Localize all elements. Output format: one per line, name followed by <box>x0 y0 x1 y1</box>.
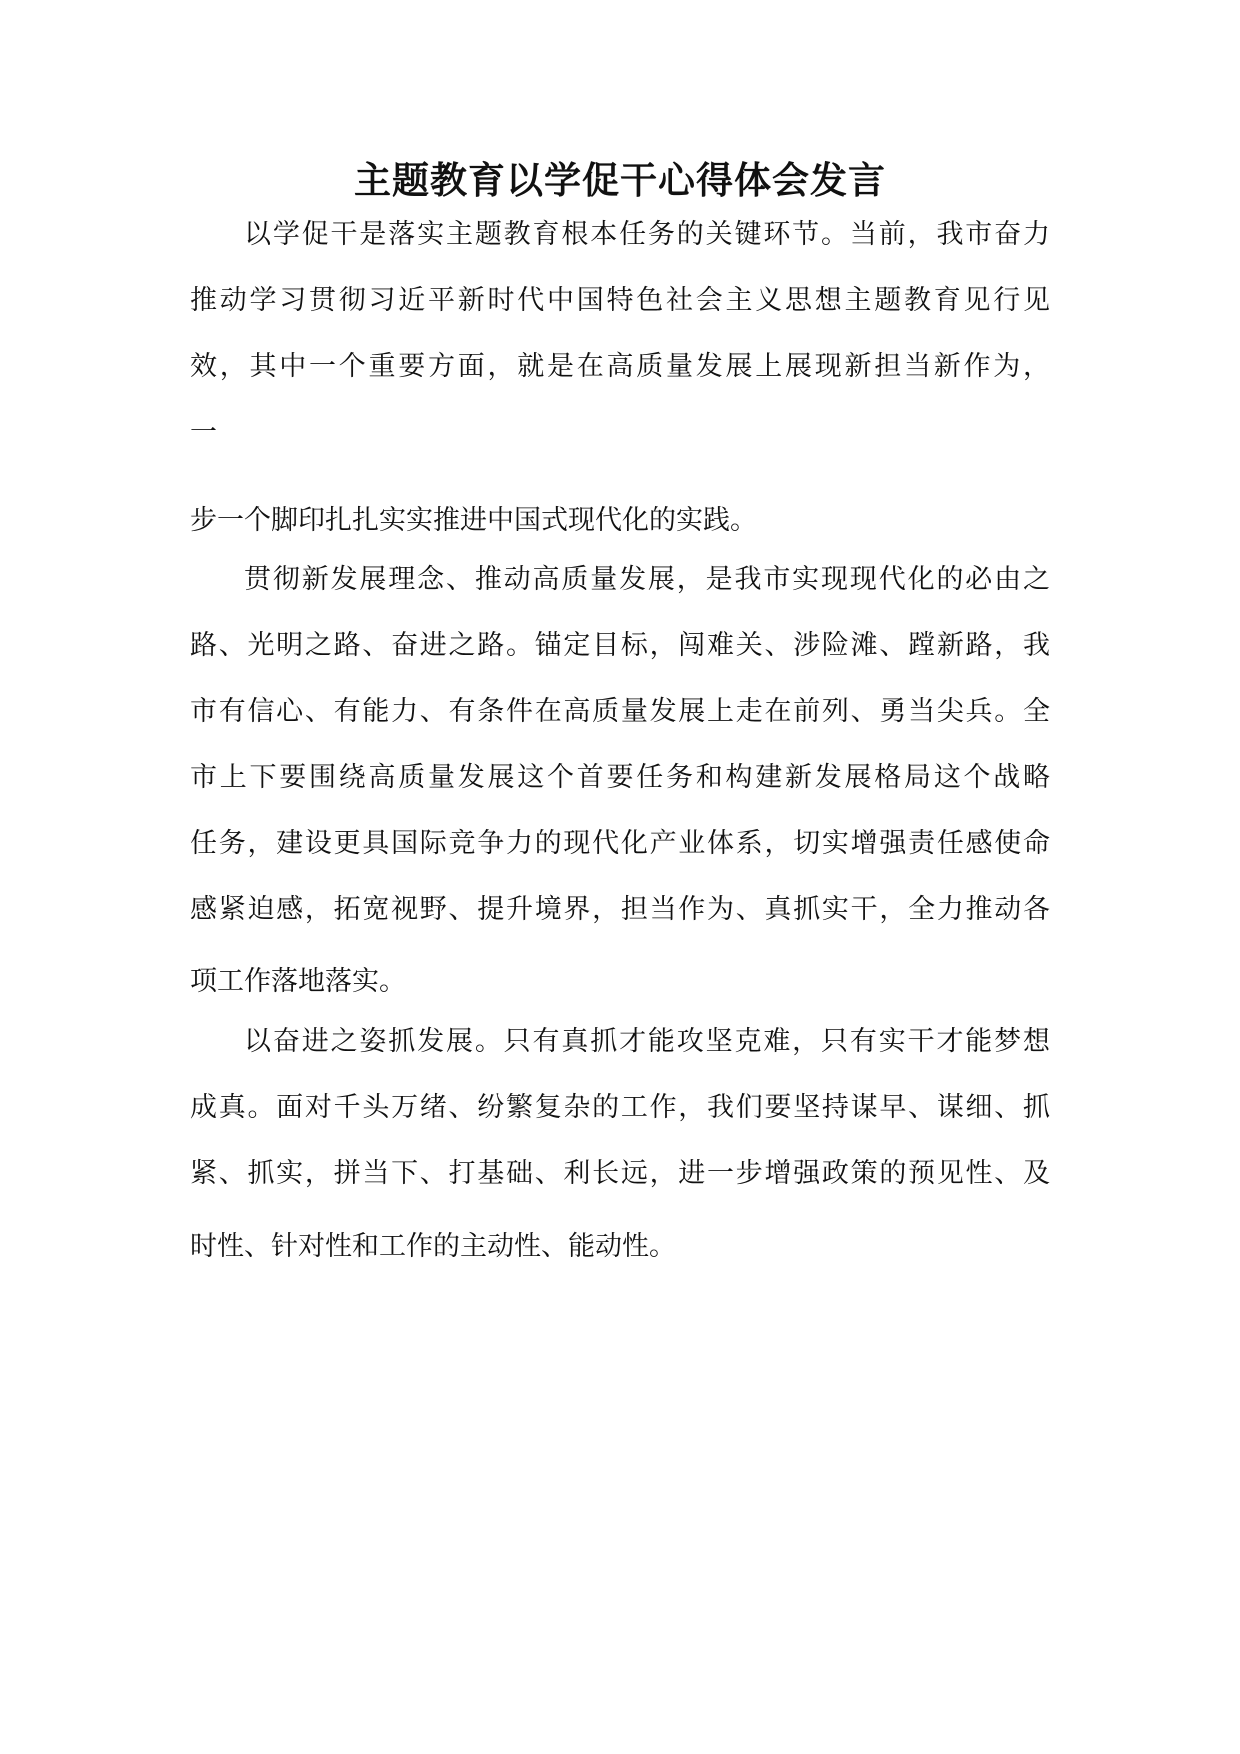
paragraph-1-line-5: 步一个脚印扎扎实实推进中国式现代化的实践。 <box>190 505 757 536</box>
paragraph-3-line-3: 紧、抓实，拼当下、打基础、利长远，进一步增强政策的预见性、及 <box>190 1158 1050 1189</box>
paragraph-3-line-4: 时性、针对性和工作的主动性、能动性。 <box>190 1231 676 1262</box>
paragraph-1-line-4: 一 <box>190 417 217 448</box>
paragraph-1-line-2: 推动学习贯彻习近平新时代中国特色社会主义思想主题教育见行见 <box>190 285 1050 316</box>
paragraph-2-line-1: 贯彻新发展理念、推动高质量发展，是我市实现现代化的必由之 <box>244 564 1050 595</box>
paragraph-2-line-2: 路、光明之路、奋进之路。锚定目标，闯难关、涉险滩、蹚新路，我 <box>190 630 1050 661</box>
paragraph-2-line-6: 感紧迫感，拓宽视野、提升境界，担当作为、真抓实干，全力推动各 <box>190 894 1050 925</box>
paragraph-2-line-4: 市上下要围绕高质量发展这个首要任务和构建新发展格局这个战略 <box>190 762 1050 793</box>
paragraph-2-line-7: 项工作落地落实。 <box>190 966 406 997</box>
paragraph-2-line-3: 市有信心、有能力、有条件在高质量发展上走在前列、勇当尖兵。全 <box>190 696 1050 727</box>
document-title: 主题教育以学促干心得体会发言 <box>354 158 886 202</box>
paragraph-3-line-1: 以奋进之姿抓发展。只有真抓才能攻坚克难，只有实干才能梦想 <box>244 1026 1050 1057</box>
paragraph-2-line-5: 任务，建设更具国际竞争力的现代化产业体系，切实增强责任感使命 <box>190 828 1050 859</box>
paragraph-1-line-1: 以学促干是落实主题教育根本任务的关键环节。当前，我市奋力 <box>244 219 1050 250</box>
paragraph-1-line-3: 效，其中一个重要方面，就是在高质量发展上展现新担当新作为， <box>190 351 1050 382</box>
paragraph-3-line-2: 成真。面对千头万绪、纷繁复杂的工作，我们要坚持谋早、谋细、抓 <box>190 1092 1050 1123</box>
